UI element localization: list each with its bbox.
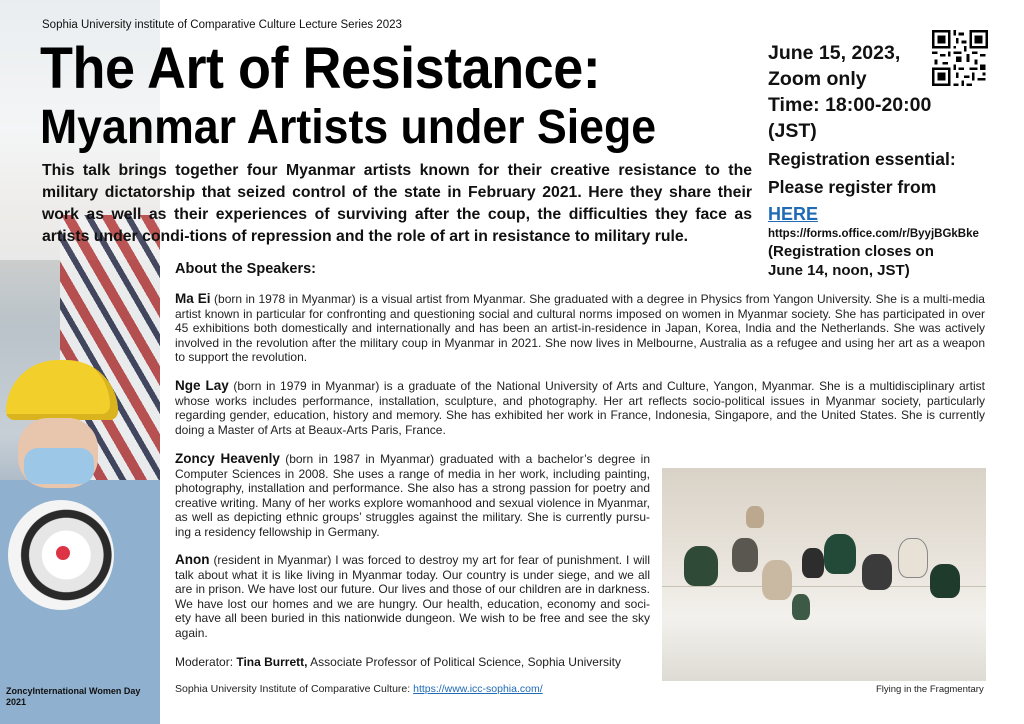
speaker-bio-text: (born in 1987 in Myanmar) graduated with a bachelor’s degree in Computer Sciences in 2008. She uses a range of media in her work, including painting, photography, installation and performance. She also has a strong passion for poetry and creative writing. Many of her works explore womanhood and sexual violence in Myanmar, as well as depicting ethnic groups’ struggles against the military. She is currently pursu-ing a residency fellowship in Germany. bbox=[175, 452, 651, 539]
gallery-installation-photo bbox=[662, 468, 986, 681]
moderator-role: Associate Professor of Political Science, Sophia University bbox=[307, 655, 621, 669]
left-photo-caption: ZoncyInternational Women Day 2021 bbox=[6, 686, 141, 707]
speaker-bio-zoncy-heavenly bbox=[175, 452, 650, 540]
register-here-link[interactable]: HERE bbox=[768, 204, 819, 224]
registration-url[interactable]: https://forms.office.com/r/ByyjBGkBke bbox=[768, 228, 979, 240]
event-time: Time: 18:00-20:00 bbox=[768, 94, 932, 116]
registration-line-1: Registration essential: bbox=[768, 149, 956, 169]
hanging-figure bbox=[824, 534, 856, 574]
hanging-figure bbox=[802, 548, 824, 578]
speaker-bio-text: (resident in Myanmar) I was forced to destroy my art for fear of punishment. I will talk about what it is like living in Myanmar today. Our country is under siege, and we all are in prison. We have lost our future. Our lives and those of our children are in darkness. We have lost our homes and we are hungry. Our health, education, economy and soci-ety have all been buried in this nationwide dungeon. We wish to be free and see the sky again. bbox=[175, 553, 650, 640]
hanging-figure bbox=[898, 538, 928, 578]
speaker-bio-text: (born in 1979 in Myanmar) is a graduate of the National University of Arts and Culture, Yangon, Myanmar. She is a multidisciplinary artist whose works includes performance, installation, sculpture, and photography. Her art reflects socio-political issues in Myanmar society, particularly regarding gender, education, history and memory. She has exhibited her work in France, Indonesia, Singapore, and the United States. She is currently doing a Master of Arts at Beaux-Arts Paris, France. bbox=[175, 379, 985, 437]
event-date: June 15, 2023, bbox=[768, 42, 901, 64]
intro-paragraph: This talk brings together four Myanmar artists known for their creative resistance to the military dictatorship that seized control of the state in February 2021. Here they share their work as well as their experiences of surviving after the coup, the difficulties they face as artists under condi-tions of repression and the role of art in resistance to military rule. bbox=[42, 162, 752, 245]
speaker-name: Zoncy Heavenly bbox=[175, 451, 280, 466]
website-link[interactable]: https://www.icc-sophia.com/ bbox=[413, 683, 543, 695]
speaker-bio-nge-lay bbox=[175, 379, 985, 437]
registration-line-2: Please register from bbox=[768, 177, 937, 197]
footer-label: Sophia University Institute of Comparative Culture: bbox=[175, 683, 414, 695]
megaphone-sticker bbox=[56, 546, 70, 560]
registration-deadline: (Registration closes on June 14, noon, JST) bbox=[768, 243, 934, 279]
hanging-figure bbox=[746, 506, 764, 528]
hanging-figure bbox=[930, 564, 960, 598]
footer bbox=[175, 683, 543, 695]
moderator-line bbox=[175, 655, 621, 669]
hanging-figure bbox=[762, 560, 792, 600]
face-mask bbox=[24, 448, 94, 484]
speaker-bio-ma-ei bbox=[175, 292, 985, 365]
event-info bbox=[768, 40, 979, 280]
speaker-name: Anon bbox=[175, 552, 210, 567]
speaker-bio-text: (born in 1978 in Myanmar) is a visual artist from Myanmar. She graduated with a degree in Physics from Yangon University. She is a multi-media artist known in particular for confronting and questioning social and cultural norms imposed on women in Myanmar society. She has participated in over 45 exhibitions both domestically and internationally and has been an artist-in-residence in Japan, Korea, India and the Netherlands. She was actively involved in the revolution after the military coup in Myanmar in 2021. She now lives in Melbourne, Australia as a refugee and using her art as a weapon to support the revolution. bbox=[175, 292, 985, 365]
hanging-figure bbox=[862, 554, 892, 590]
hanging-figure bbox=[792, 594, 810, 620]
speakers-heading: About the Speakers: bbox=[175, 261, 316, 277]
event-mode: Zoom only bbox=[768, 68, 867, 90]
event-timezone: (JST) bbox=[768, 120, 817, 142]
moderator-name: Tina Burrett, bbox=[236, 655, 308, 669]
page-subtitle: Myanmar Artists under Siege bbox=[40, 101, 657, 154]
hanging-figure bbox=[732, 538, 758, 572]
gallery-photo-caption: Flying in the Fragmentary bbox=[876, 684, 984, 695]
speaker-name: Nge Lay bbox=[175, 378, 229, 393]
moderator-label: Moderator: bbox=[175, 655, 237, 669]
lecture-series-label: Sophia University institute of Comparative Culture Lecture Series 2023 bbox=[42, 19, 402, 31]
speaker-name: Ma Ei bbox=[175, 291, 211, 306]
speaker-bio-anon bbox=[175, 553, 650, 641]
page-title: The Art of Resistance: bbox=[40, 36, 601, 101]
hanging-figure bbox=[684, 546, 718, 586]
